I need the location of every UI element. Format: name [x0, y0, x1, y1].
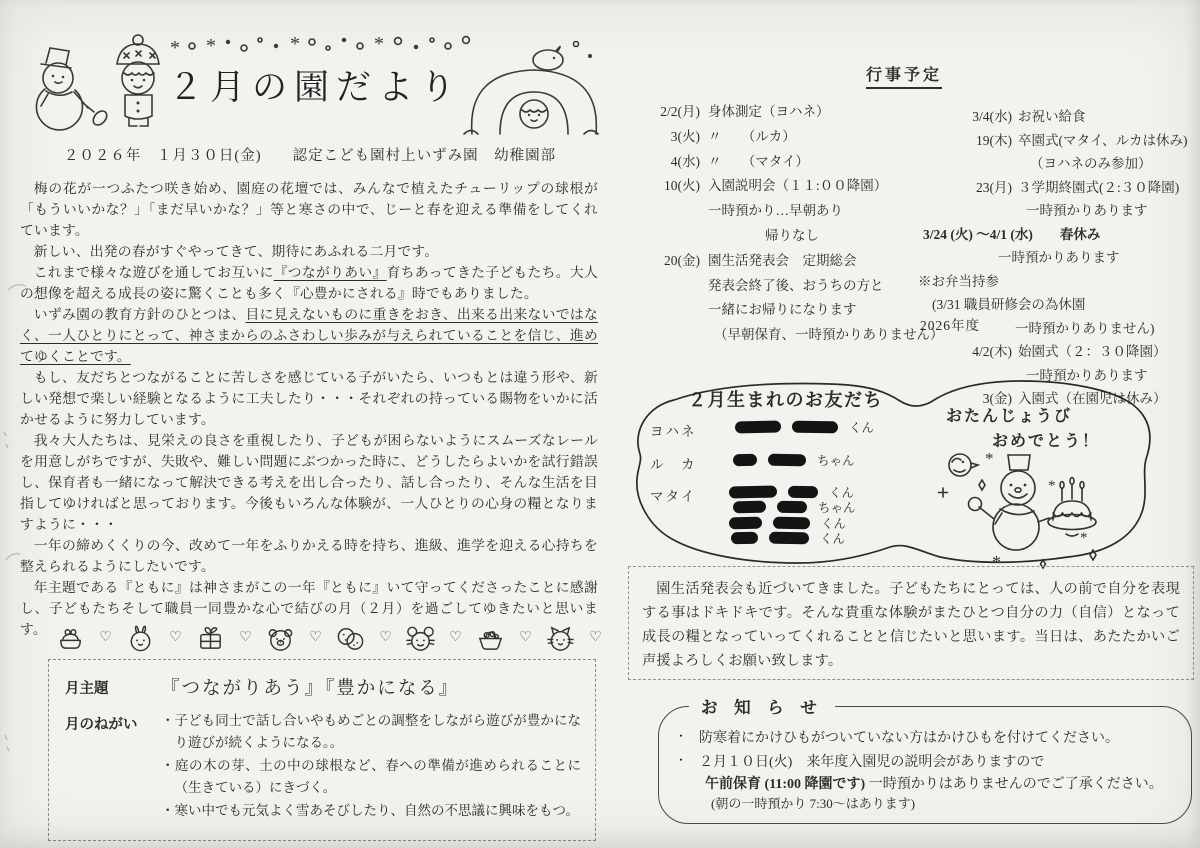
schedule-date: 3(金) — [982, 391, 1012, 406]
birthday-child-suffix: くん — [820, 531, 846, 546]
birthday-child-suffix: くん — [821, 516, 847, 531]
text-segment: 一年の締めくくりの今、改めて一年をふりかえる時を持ち、進級、進学を迎える心持ちを整えられるようにしたいです。 — [20, 538, 598, 574]
schedule-date: 4(水) — [670, 153, 700, 169]
notice-title: お 知 ら せ — [689, 694, 835, 718]
month-theme-label: 月主題 — [65, 681, 109, 697]
svg-text:*: * — [1080, 530, 1088, 546]
article-paragraph — [20, 367, 598, 430]
article-paragraph — [20, 535, 598, 577]
text-segment: 我々大人たちは、見栄えの良さを重視したり、子どもが困らないようにスムーズなレールを用意しがちですが、失敗や、難しい問題にぶつかった時に、どうしたらよいかを試行錯誤し、保育者も一緒になって解決できる考えを出し合ったり、話し合ったり、そんな生活を目指してゆければと思っております。今後もいろんな体験が、一人ひとりの心身の糧となりますように・・・ — [20, 433, 598, 532]
notice-item-text — [705, 773, 1163, 793]
article — [20, 178, 598, 640]
redacted-name-bar — [729, 485, 777, 498]
svg-text:*: * — [206, 35, 216, 57]
schedule-year-label: 2026年度 — [920, 318, 980, 333]
schedule-text: 卒園式(マタイ、ルカは休み) — [1018, 132, 1188, 148]
schedule-date: 4/2(木) — [972, 344, 1012, 359]
schedule-text: 身体測定（ヨハネ） — [708, 104, 830, 119]
schedule-text: (3/31 職員研修会の為休園 — [932, 297, 1086, 312]
birthday-child-suffix: くん — [849, 421, 875, 435]
svg-text:*: * — [374, 33, 384, 55]
text-segment: 育ちあってきた子どもたち。大人の想像を超える成長の姿に驚くことも多く『心豊かにされる』時でもありました。 — [20, 265, 598, 301]
schedule-date: 20(金) — [664, 252, 700, 268]
birthday-child-suffix: ちゃん — [817, 454, 855, 468]
text-segment: 午前保育 (11:00 降園です) — [705, 777, 866, 792]
schedule-text: 一時預かりあります — [1026, 203, 1148, 218]
schedule-date: 2/2(月) — [660, 104, 700, 119]
schedule-text: （ヨハネのみ参加） — [1030, 156, 1152, 171]
schedule-text: 一時預かり…早朝あり — [708, 203, 843, 219]
article-paragraph — [20, 430, 598, 535]
redacted-name-bar — [733, 501, 766, 514]
snow-bunny-icon — [533, 47, 563, 71]
kamakura-snow-hut-icon — [464, 42, 598, 135]
month-wish-list — [161, 710, 581, 822]
article-paragraph — [20, 304, 598, 367]
redacted-name-bar — [769, 532, 809, 545]
birthday-greeting-line1: おたんじょうび — [946, 408, 1073, 425]
schedule-text: 一時預かりありません) — [1015, 320, 1155, 336]
text-segment: 年主題である『ともに』は神さまがこの一年『ともに』いて守ってくださったことに感謝し、子どもたちそして職員一同豊かな心で結びの月（２月）を過ごしてゆきたいと思います。 — [20, 580, 598, 637]
cat-icon — [544, 622, 577, 653]
birthday-title: ２月生まれのお友だち — [688, 390, 883, 410]
bear-icon — [264, 622, 297, 653]
schedule-text: 入園説明会（１１:００降園） — [708, 178, 888, 194]
schedule-date: 3/4(水) — [972, 109, 1012, 124]
schedule-text: 3/24 (火) ～4/1 (水) 春休み — [923, 226, 1101, 242]
text-segment: 目に見えないものに重きをおき、出来る出来ないではなく、一人ひとりにとって、神さまからのふさわしい歩みが与えられていることを信じ、進めてゆくことです。 — [20, 307, 598, 364]
text-segment: 『つながりあい』 — [273, 265, 387, 280]
svg-text:*: * — [1048, 478, 1056, 494]
schedule-march-column — [903, 105, 1200, 405]
bullet: ・ — [675, 753, 688, 767]
birthday-child-row — [731, 529, 845, 547]
redacted-name-bar — [735, 421, 781, 434]
schedule-text: 一緒にお帰りになります — [708, 302, 857, 318]
cake-icon — [54, 622, 87, 653]
svg-text:*: * — [985, 449, 994, 468]
snow-dots-decoration — [170, 33, 469, 59]
birthday-class-label: マタイ — [650, 489, 697, 504]
birthday-class-label: ル カ — [650, 457, 697, 472]
redacted-name-bar — [777, 501, 807, 514]
redacted-name-bar — [792, 421, 838, 434]
date-line: ２０２６年 １月３０日(金) 認定こども園村上いずみ園 幼稚園部 — [63, 148, 557, 164]
text-segment: いずみ園の教育方針のひとつは、 — [33, 307, 246, 322]
text-segment: (朝の一時預かり 7:30～はあります) — [711, 796, 916, 811]
text-segment: 一時預かりはありませんのでご了承ください。 — [865, 777, 1163, 792]
basket-icon — [474, 622, 507, 653]
masthead — [20, 28, 600, 143]
schedule-title: 行事予定 — [866, 62, 942, 89]
redacted-name-bar — [788, 486, 818, 499]
snowman-with-cake-icon — [930, 442, 1120, 577]
birthday-child-suffix: くん — [829, 486, 855, 500]
schedule-text: ３学期終園式(２:３０降園) — [1018, 179, 1180, 195]
mouse-icon — [404, 622, 437, 653]
heart-icon: ♡ — [379, 629, 392, 645]
text-segment: 防寒着にかけひもがついていない方はかけひもを付けてください。 — [699, 731, 1119, 746]
redacted-name-bar — [733, 454, 757, 467]
schedule-text: 一時預かりあります — [1026, 367, 1148, 383]
cookies-icon — [334, 622, 367, 653]
article-paragraph — [20, 178, 598, 241]
heart-icon: ♡ — [449, 629, 462, 645]
heart-icon: ♡ — [169, 629, 182, 645]
birthday-child-row — [735, 418, 874, 436]
schedule-date: 19(木) — [976, 132, 1012, 148]
notice-item-text — [711, 793, 915, 812]
snowman-with-shovel-icon — [36, 48, 109, 130]
redacted-name-bar — [773, 516, 810, 529]
rabbit-icon — [124, 622, 157, 653]
text-segment: 梅の花が一つふたつ咲き始め、園庭の花壇では、みんなで植えたチューリップの球根が「もういいかな？」「まだ早いかな？」等と寒さの中で、じーと春を迎える準備をしてくれています。 — [20, 181, 598, 238]
scan-smudges — [0, 0, 30, 848]
svg-text:*: * — [992, 552, 1001, 572]
svg-text:*: * — [170, 37, 180, 59]
notice-box — [658, 699, 1192, 824]
schedule-date: 10(火) — [664, 178, 700, 194]
happyokai-note-text: 園生活発表会も近づいてきました。子どもたちにとっては、人の前で自分を表現する事はドキドキです。そんな貴重な体験がまたひとつ自分の力（自信）となって成長の糧となっていってくれることと信じたいと思います。当日は、あたたかいご声援よろしくお願い致します。 — [642, 581, 1180, 669]
bird-icon — [949, 454, 978, 476]
birthday-section — [618, 370, 1200, 580]
month-wish-item: ・子ども同士で話し合いやもめごとの調整をしながら遊びが豊かになり遊びが続くようになる。。 — [161, 713, 581, 751]
notice-item-text — [699, 751, 1044, 771]
redacted-name-bar — [768, 454, 806, 467]
bullet: ・ — [675, 729, 688, 743]
schedule-text: 一時預かりあります — [998, 250, 1120, 265]
schedule-text: 〃 （ルカ） — [708, 128, 796, 144]
month-wish-item: ・庭の木の芽、土の中の球根など、春への準備が進められることに（生きている）にきづく。 — [161, 757, 581, 796]
birthday-class-label: ヨハネ — [650, 424, 697, 439]
month-wish-label: 月のねがい — [65, 717, 138, 733]
schedule-date: 3(火) — [670, 128, 700, 144]
sparkle-decoration — [939, 449, 1097, 572]
redacted-name-bar — [729, 516, 762, 529]
notice-item-text — [699, 727, 1119, 747]
birthday-greeting-line2: おめでとう！ — [992, 433, 1101, 450]
schedule-date: 23(月) — [976, 179, 1012, 195]
schedule-text: 発表会終了後、おうちの方と — [708, 277, 884, 293]
heart-icon: ♡ — [309, 629, 322, 645]
text-segment: これまで様々な遊びを通してお互いに — [33, 265, 274, 280]
month-wish-item: ・寒い中でも元気よく雪あそびしたり、自然の不思議に興味をもつ。 — [161, 802, 579, 818]
heart-icon: ♡ — [239, 629, 252, 645]
text-segment: ２月１０日(火) 来年度入園児の説明会がありますので — [699, 755, 1045, 770]
schedule-text: ※お弁当持参 — [918, 273, 999, 289]
gift-icon — [194, 622, 227, 653]
month-theme-box — [48, 659, 596, 841]
page-title: ２月の園だより — [168, 68, 463, 107]
birthday-child-suffix: ちゃん — [818, 501, 856, 516]
schedule-text: 園生活発表会 定期総会 — [708, 252, 857, 268]
birthday-child-row — [733, 451, 855, 469]
article-paragraph — [20, 241, 598, 262]
schedule-text: 〃 （マタイ） — [708, 153, 809, 169]
schedule-text: 帰りなし — [765, 228, 819, 243]
text-segment: もし、友だちとつながることに苦しさを感じている子がいたら、いつもとは違う形や、新しい発想で楽しい経験となるように工夫したり・・・それぞれの持っている賜物をいかに活かせるように努力しています。 — [20, 370, 598, 427]
schedule-text: お祝い給食 — [1018, 109, 1086, 124]
redacted-name-bar — [731, 532, 758, 545]
decor-icon-row — [54, 617, 602, 657]
schedule-text: 始園式（２：３０降園） — [1018, 344, 1167, 359]
text-segment: 新しい、出発の春がすぐやってきて、期待にあふれる二月です。 — [33, 244, 439, 259]
heart-icon: ♡ — [99, 629, 112, 645]
article-paragraph — [20, 262, 598, 304]
child-in-winter-clothes-icon — [117, 35, 159, 126]
heart-icon: ♡ — [519, 629, 532, 645]
happyokai-note-box — [628, 566, 1194, 680]
svg-text:*: * — [290, 33, 300, 55]
month-theme-value: 『つながりあう』『豊かになる』 — [161, 679, 460, 699]
heart-icon: ♡ — [589, 629, 602, 645]
schedule-text: 入園式（在園児は休み） — [1018, 391, 1167, 406]
schedule-text: （早朝保育、一時預かりありません） — [714, 327, 944, 343]
schedule-february-column — [622, 100, 944, 360]
